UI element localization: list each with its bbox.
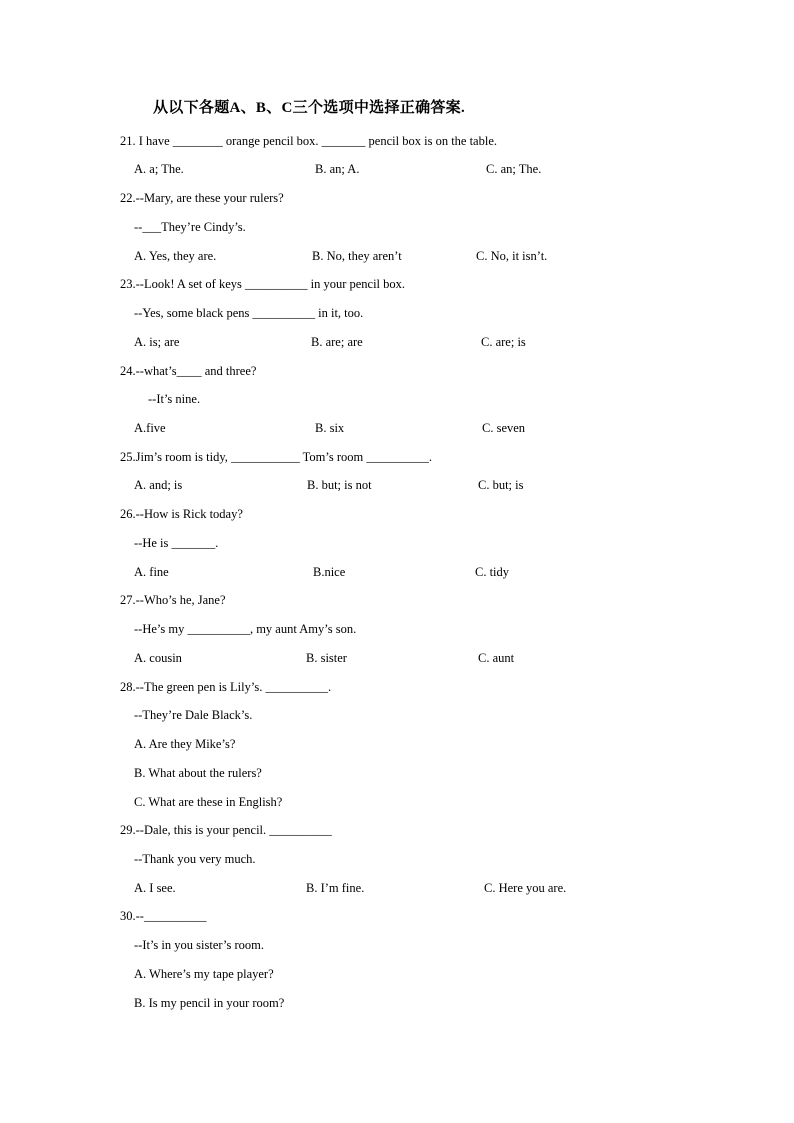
question-27-option-a: A. cousin xyxy=(134,651,182,665)
question-26-reply: --He is _______. xyxy=(134,536,219,550)
question-29-option-a: A. I see. xyxy=(134,881,176,895)
question-23-option-a: A. is; are xyxy=(134,335,180,349)
question-28-reply: --They’re Dale Black’s. xyxy=(134,708,253,722)
question-22-stem: 22.--Mary, are these your rulers? xyxy=(120,191,284,205)
question-21-option-b: B. an; A. xyxy=(315,162,360,176)
question-23-stem: 23.--Look! A set of keys __________ in your pencil box. xyxy=(120,277,406,291)
question-21-option-a: A. a; The. xyxy=(134,162,184,176)
question-24-reply: --It’s nine. xyxy=(148,392,201,406)
question-28-option-c: C. What are these in English? xyxy=(134,795,283,809)
question-28-option-b: B. What about the rulers? xyxy=(134,766,262,780)
question-22-reply: --___They’re Cindy’s. xyxy=(134,220,246,234)
question-26-option-c: C. tidy xyxy=(475,565,510,579)
question-23-reply: --Yes, some black pens __________ in it, too. xyxy=(134,306,364,320)
question-27-option-c: C. aunt xyxy=(478,651,515,665)
question-29-option-c: C. Here you are. xyxy=(484,881,567,895)
question-23-option-c: C. are; is xyxy=(481,335,526,349)
question-30-option-b: B. Is my pencil in your room? xyxy=(134,996,285,1010)
question-21-stem: 21. I have ________ orange pencil box. _______ pencil box is on the table. xyxy=(120,134,498,148)
question-26-option-b: B.nice xyxy=(313,565,346,579)
question-21-option-c: C. an; The. xyxy=(486,162,542,176)
question-28-stem: 28.--The green pen is Lily’s. __________. xyxy=(120,680,332,694)
question-24-option-b: B. six xyxy=(315,421,345,435)
question-27-option-b: B. sister xyxy=(306,651,347,665)
question-26-stem: 26.--How is Rick today? xyxy=(120,507,243,521)
question-29-reply: --Thank you very much. xyxy=(134,852,256,866)
question-28-option-a: A. Are they Mike’s? xyxy=(134,737,236,751)
question-30-option-a: A. Where’s my tape player? xyxy=(134,967,274,981)
question-27-reply: --He’s my __________, my aunt Amy’s son. xyxy=(134,622,357,636)
question-25-stem: 25.Jim’s room is tidy, ___________ Tom’s room __________. xyxy=(120,450,432,464)
question-30-reply: --It’s in you sister’s room. xyxy=(134,938,264,952)
question-26-option-a: A. fine xyxy=(134,565,169,579)
question-25-option-a: A. and; is xyxy=(134,478,183,492)
question-27-stem: 27.--Who’s he, Jane? xyxy=(120,593,226,607)
question-22-option-a: A. Yes, they are. xyxy=(134,249,217,263)
question-30-stem: 30.--__________ xyxy=(120,909,207,923)
question-22-option-b: B. No, they aren’t xyxy=(312,249,402,263)
question-24-stem: 24.--what’s____ and three? xyxy=(120,364,257,378)
question-29-stem: 29.--Dale, this is your pencil. __________ xyxy=(120,823,332,837)
question-24-option-a: A.five xyxy=(134,421,166,435)
question-25-option-b: B. but; is not xyxy=(307,478,372,492)
section-heading: 从以下各题A、B、C三个选项中选择正确答案. xyxy=(153,100,466,116)
question-24-option-c: C. seven xyxy=(482,421,526,435)
question-22-option-c: C. No, it isn’t. xyxy=(476,249,548,263)
question-29-option-b: B. I’m fine. xyxy=(306,881,365,895)
question-23-option-b: B. are; are xyxy=(311,335,363,349)
question-25-option-c: C. but; is xyxy=(478,478,524,492)
